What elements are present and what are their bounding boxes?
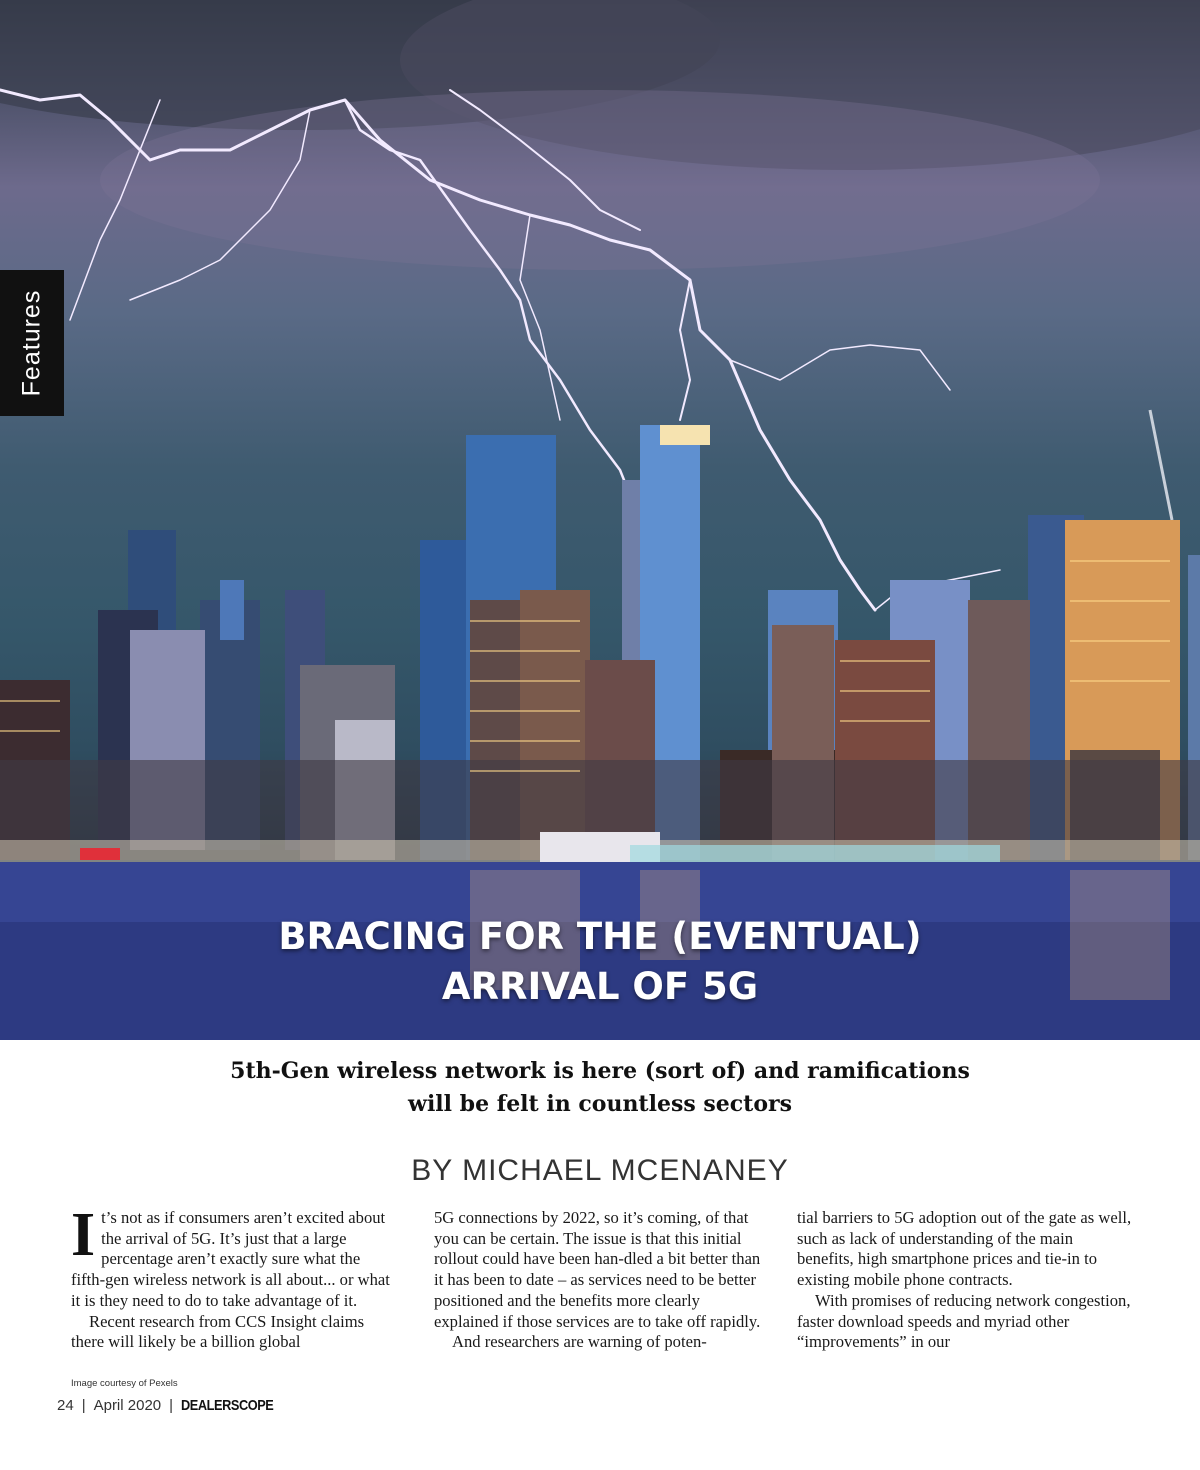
page-footer	[57, 1390, 290, 1420]
paragraph	[71, 1201, 393, 1312]
issue-date: April 2020	[93, 1396, 162, 1414]
deck-line-2: will be felt in countless sectors	[408, 1091, 792, 1117]
byline: BY MICHAEL MCENANEY	[411, 1154, 789, 1187]
publication-logo: DEALERSCOPE	[181, 1396, 274, 1414]
article-deck	[150, 1055, 1050, 1121]
paragraph: tial barriers to 5G adoption out of the gate as well, such as lack of understanding of the main benefits, high smartphone prices and tie-in to existing mobile phone contracts.	[797, 1208, 1132, 1290]
section-tab	[0, 270, 64, 416]
article-column-3	[797, 1208, 1133, 1353]
footer-separator: |	[81, 1396, 86, 1414]
paragraph: Recent research from CCS Insight claims there will likely be a billion global	[71, 1311, 365, 1352]
page-number: 24	[57, 1396, 74, 1414]
headline-line-2: ARRIVAL OF 5G	[441, 965, 759, 1008]
drop-cap: I	[71, 1201, 96, 1269]
article-headline	[150, 912, 1050, 1012]
headline-line-1: BRACING FOR THE (EVENTUAL)	[278, 915, 922, 958]
footer-separator: |	[169, 1396, 174, 1414]
deck-line-1: 5th-Gen wireless network is here (sort of) and ramifications	[230, 1058, 970, 1084]
paragraph: 5G connections by 2022, so it’s coming, of that you can be certain. The issue is that this initial rollout could have been han-dled a bit better than it has been to date – as services need to be better positioned and the benefits more clearly explained if those services are to take off rapidly.	[434, 1208, 761, 1331]
paragraph: And researchers are warning of poten-	[452, 1332, 707, 1352]
image-credit: Image courtesy of Pexels	[71, 1378, 178, 1389]
paragraph-text: t’s not as if consumers aren’t excited about the arrival of 5G. It’s just that a large percentage aren’t exactly sure what the fifth-gen wireless network is all about... or what it is they need to do to take advantage of it.	[71, 1208, 390, 1310]
article-column-2	[434, 1208, 764, 1353]
paragraph: With promises of reducing network congestion, faster download speeds and myriad other “improvements” in our	[797, 1290, 1131, 1352]
article-column-1	[71, 1201, 393, 1353]
section-tab-label: Features	[17, 289, 46, 397]
